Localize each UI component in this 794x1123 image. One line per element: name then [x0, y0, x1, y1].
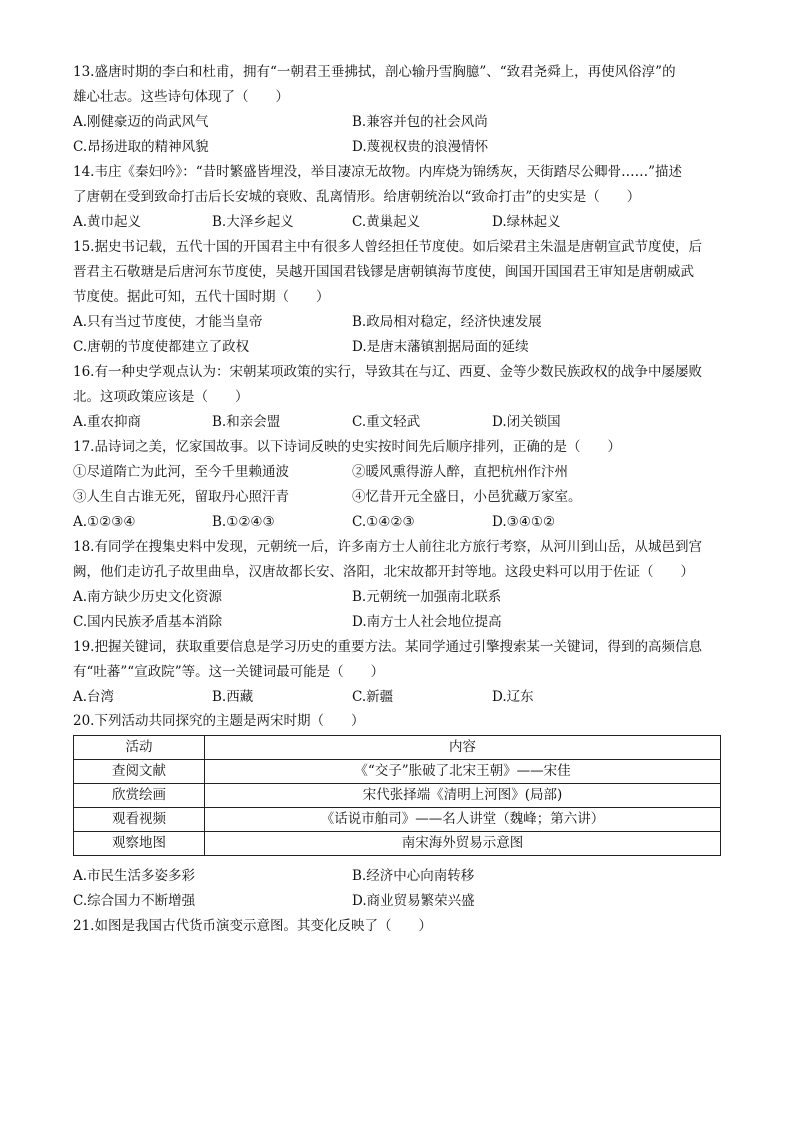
q19-stem-line1: 19.把握关键词，获取重要信息是学习历史的重要方法。某同学通过引擎搜索某一关键词，得到的高频信息	[73, 639, 702, 655]
q14-option-b[interactable]: B.大泽乡起义	[212, 214, 294, 230]
q17-poem-4: ④忆昔开元全盛日，小邑犹藏万家室。	[352, 489, 582, 505]
q19-option-c[interactable]: C.新疆	[352, 689, 394, 705]
q18-stem-line1: 18.有同学在搜集史料中发现，元朝统一后，许多南方士人前往北方旅行考察，从河川到山岳，从城邑到宫	[73, 539, 702, 555]
q13-option-a[interactable]: A.刚健豪迈的尚武风气	[73, 114, 209, 130]
q15-option-b[interactable]: B.政局相对稳定，经济快速发展	[352, 314, 542, 330]
q19-option-a[interactable]: A.台湾	[73, 689, 115, 705]
q15-option-d[interactable]: D.是唐末藩镇割据局面的延续	[352, 339, 529, 355]
table-row	[74, 784, 721, 808]
table-row	[74, 832, 721, 856]
table-cell: 观察地图	[74, 832, 205, 856]
table-cell: 宋代张择端《清明上河图》(局部)	[205, 784, 721, 808]
q16-option-c[interactable]: C.重文轻武	[352, 414, 421, 430]
q13-stem-line2: 雄心壮志。这些诗句体现了（ ）	[73, 89, 289, 105]
q18-option-c[interactable]: C.国内民族矛盾基本消除	[73, 614, 223, 630]
q19-stem-line2: 有“吐蕃”“宣政院”等。这一关键词最可能是（ ）	[73, 664, 385, 680]
q20-activity-table	[73, 735, 721, 856]
q13-option-d[interactable]: D.蔑视权贵的浪漫情怀	[352, 139, 489, 155]
q15-stem-line2: 晋君主石敬瑭是后唐河东节度使，吴越开国国君钱镠是唐朝镇海节度使，闽国开国国君王审知是唐朝威武	[73, 264, 694, 280]
q18-option-b[interactable]: B.元朝统一加强南北联系	[352, 589, 502, 605]
q21-stem-line1: 21.如图是我国古代货币演变示意图。其变化反映了（ ）	[73, 918, 432, 934]
q17-poem-3: ③人生自古谁无死，留取丹心照汗青	[73, 489, 289, 505]
q13-option-c[interactable]: C.昂扬进取的精神风貌	[73, 139, 209, 155]
q17-option-b[interactable]: B.①②④③	[212, 514, 275, 530]
table-header-row	[74, 736, 721, 760]
q19-option-b[interactable]: B.西藏	[212, 689, 254, 705]
q20-option-a[interactable]: A.市民生活多姿多彩	[73, 868, 196, 884]
table-cell: 观看视频	[74, 808, 205, 832]
q14-option-a[interactable]: A.黄巾起义	[73, 214, 142, 230]
q13-stem-line1: 13.盛唐时期的李白和杜甫，拥有“一朝君王垂拂拭，剖心输丹雪胸臆”、“致君尧舜上，再使风俗淳”的	[73, 64, 676, 80]
q18-option-d[interactable]: D.南方士人社会地位提高	[352, 614, 502, 630]
q20-option-c[interactable]: C.综合国力不断增强	[73, 893, 196, 909]
table-cell: 南宋海外贸易示意图	[205, 832, 721, 856]
q15-stem-line1: 15.据史书记载，五代十国的开国君主中有很多人曾经担任节度使。如后梁君主朱温是唐朝宣武节度使，后	[73, 239, 702, 255]
q19-option-d[interactable]: D.辽东	[492, 689, 534, 705]
q16-stem-line2: 北。这项政策应该是（ ）	[73, 389, 249, 405]
q17-poem-2: ②暖风熏得游人醉，直把杭州作汴州	[352, 464, 568, 480]
q15-stem-line3: 节度使。据此可知，五代十国时期（ ）	[73, 289, 330, 305]
table-cell: 查阅文献	[74, 760, 205, 784]
q17-poem-1: ①尽道隋亡为此河，至今千里赖通波	[73, 464, 289, 480]
q14-option-d[interactable]: D.绿林起义	[492, 214, 561, 230]
q20-option-d[interactable]: D.商业贸易繁荣兴盛	[352, 893, 475, 909]
q18-option-a[interactable]: A.南方缺少历史文化资源	[73, 589, 223, 605]
table-row	[74, 808, 721, 832]
q15-option-c[interactable]: C.唐朝的节度使都建立了政权	[73, 339, 250, 355]
q17-option-d[interactable]: D.③④①②	[492, 514, 556, 530]
table-header-cell: 活动	[74, 736, 205, 760]
table-row	[74, 760, 721, 784]
table-cell: 《话说市舶司》——名人讲堂（魏峰；第六讲）	[205, 808, 721, 832]
q18-stem-line2: 阙，他们走访孔子故里曲阜，汉唐故都长安、洛阳，北宋故都开封等地。这段史料可以用于佐证（ ）	[73, 564, 694, 580]
q20-stem-line1: 20.下列活动共同探究的主题是两宋时期（ ）	[73, 713, 365, 729]
q16-stem-line1: 16.有一种史学观点认为：宋朝某项政策的实行，导致其在与辽、西夏、金等少数民族政权的战争中屡屡败	[73, 364, 702, 380]
q14-option-c[interactable]: C.黄巢起义	[352, 214, 421, 230]
q16-option-a[interactable]: A.重农抑商	[73, 414, 142, 430]
q14-stem-line2: 了唐朝在受到致命打击后长安城的衰败、乱离情形。给唐朝统治以“致命打击”的史实是（ ）	[73, 189, 641, 205]
table-header-cell: 内容	[205, 736, 721, 760]
q17-option-a[interactable]: A.①②③④	[73, 514, 136, 530]
table-cell: 《“交子”胀破了北宋王朝》——宋佳	[205, 760, 721, 784]
q16-option-d[interactable]: D.闭关锁国	[492, 414, 561, 430]
table-cell: 欣赏绘画	[74, 784, 205, 808]
q13-option-b[interactable]: B.兼容并包的社会风尚	[352, 114, 488, 130]
q16-option-b[interactable]: B.和亲会盟	[212, 414, 281, 430]
q14-stem-line1: 14.韦庄《秦妇吟》：“昔时繁盛皆埋没，举目凄凉无故物。内库烧为锦绣灰，天街踏尽公卿骨……”描述	[73, 164, 683, 180]
q20-option-b[interactable]: B.经济中心向南转移	[352, 868, 475, 884]
q17-option-c[interactable]: C.①④②③	[352, 514, 415, 530]
q15-option-a[interactable]: A.只有当过节度使，才能当皇帝	[73, 314, 263, 330]
q17-stem-line1: 17.品诗词之美，忆家国故事。以下诗词反映的史实按时间先后顺序排列，正确的是（ ）	[73, 439, 621, 455]
